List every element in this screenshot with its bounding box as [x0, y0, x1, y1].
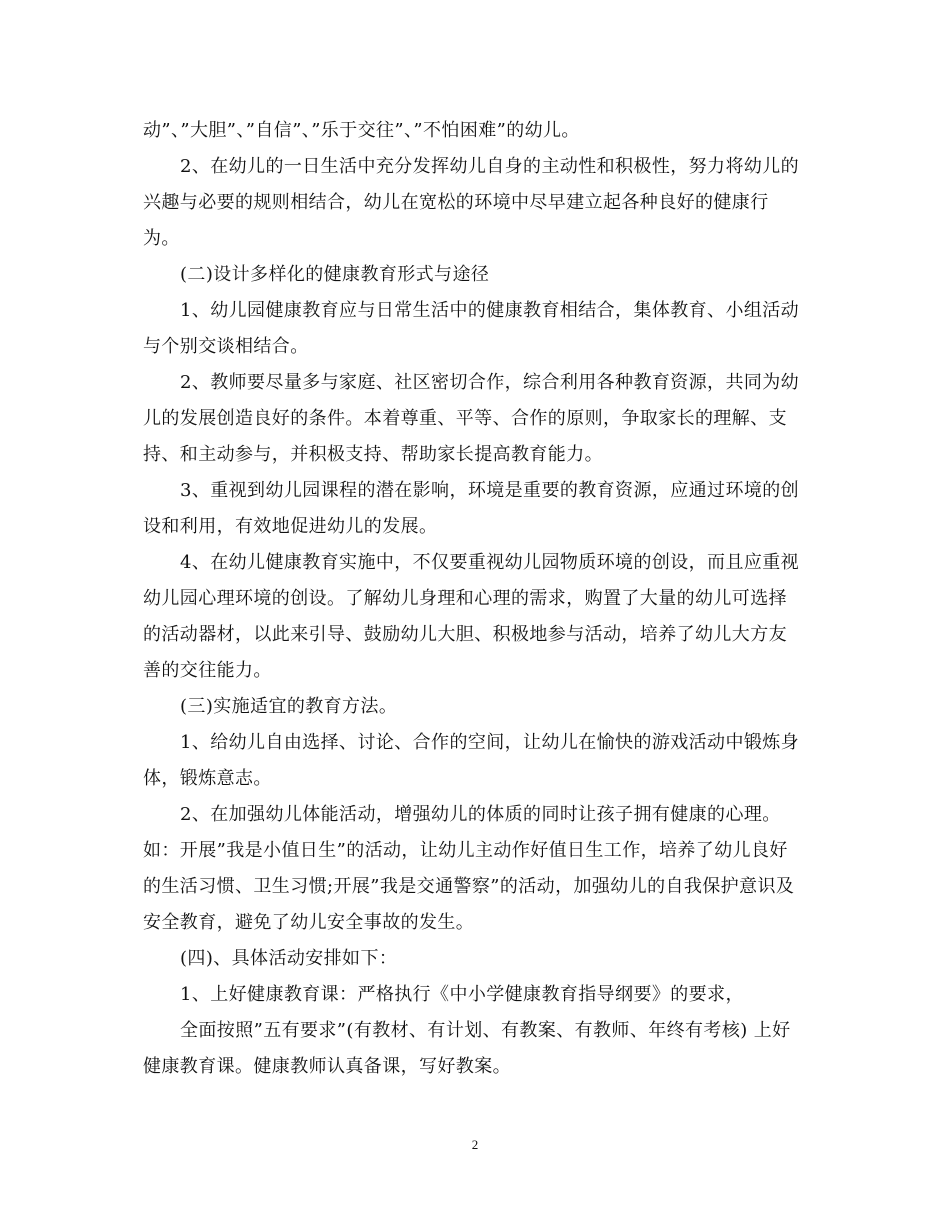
text-line: 幼儿园心理环境的创设。了解幼儿身理和心理的需求，购置了大量的幼儿可选择: [143, 588, 787, 609]
text-line: 健康教育课。健康教师认真备课，写好教案。: [143, 1056, 511, 1077]
text-line: 善的交往能力。: [143, 660, 272, 681]
text-line: 设和利用，有效地促进幼儿的发展。: [143, 516, 438, 537]
text-line: 4、在幼儿健康教育实施中，不仅要重视幼儿园物质环境的创设，而且应重视: [180, 552, 800, 573]
text-line: 与个别交谈相结合。: [143, 336, 309, 357]
text-line: 2、在加强幼儿体能活动，增强幼儿的体质的同时让孩子拥有健康的心理。: [180, 804, 781, 825]
text-line: 3、重视到幼儿园课程的潜在影响，环境是重要的教育资源，应通过环境的创: [180, 480, 800, 501]
text-line: 持、和主动参与，并积极支持、帮助家长提高教育能力。: [143, 444, 603, 465]
text-line: 兴趣与必要的规则相结合，幼儿在宽松的环境中尽早建立起各种良好的健康行: [143, 192, 769, 213]
text-line: 体，锻炼意志。: [143, 768, 272, 789]
text-line: 1、幼儿园健康教育应与日常生活中的健康教育相结合，集体教育、小组活动: [180, 300, 800, 321]
text-line: 为。: [143, 228, 180, 249]
section-heading: (二)设计多样化的健康教育形式与途径: [180, 264, 490, 285]
text-line: 1、上好健康教育课：严格执行《中小学健康教育指导纲要》的要求，: [180, 984, 744, 1005]
text-line: 安全教育，避免了幼儿安全事故的发生。: [143, 912, 475, 933]
text-line: 全面按照”五有要求”(有教材、有计划、有教案、有教师、年终有考核) 上好: [180, 1020, 791, 1041]
page-number: 2: [471, 1137, 479, 1152]
text-line: 动”、”大胆”、”自信”、”乐于交往”、”不怕困难”的幼儿。: [143, 120, 580, 141]
text-line: 2、在幼儿的一日生活中充分发挥幼儿自身的主动性和积极性，努力将幼儿的: [180, 156, 800, 177]
section-heading: (四)、具体活动安排如下：: [180, 948, 398, 969]
text-line: 的生活习惯、卫生习惯;开展”我是交通警察”的活动，加强幼儿的自我保护意识及: [143, 876, 795, 897]
text-line: 的活动器材，以此来引导、鼓励幼儿大胆、积极地参与活动，培养了幼儿大方友: [143, 624, 787, 645]
section-heading: (三)实施适宜的教育方法。: [180, 696, 398, 717]
text-line: 2、教师要尽量多与家庭、社区密切合作，综合利用各种教育资源，共同为幼: [180, 372, 800, 393]
text-line: 儿的发展创造良好的条件。本着尊重、平等、合作的原则，争取家长的理解、支: [143, 408, 787, 429]
text-line: 如：开展”我是小值日生”的活动，让幼儿主动作好值日生工作，培养了幼儿良好: [143, 840, 788, 861]
text-line: 1、给幼儿自由选择、讨论、合作的空间，让幼儿在愉快的游戏活动中锻炼身: [180, 732, 800, 753]
